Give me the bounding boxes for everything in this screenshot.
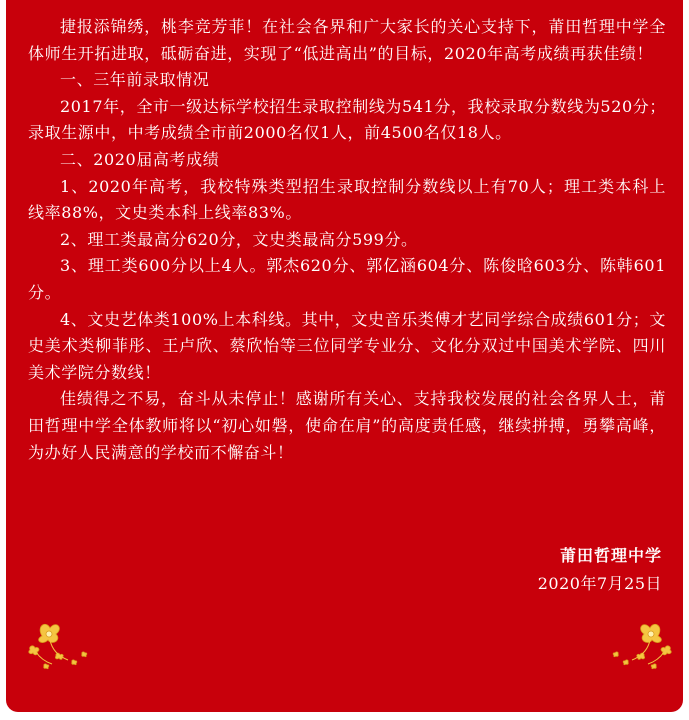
signature-date: 2020年7月25日 (537, 574, 662, 593)
admission-paragraph: 2017年，全市一级达标学校招生录取控制线为541分，我校录取分数线为520分；录取生源中，中考成绩全市前2000名仅1人，前4500名仅18人。 (28, 96, 666, 143)
school-name: 莆田哲理中学 (559, 546, 662, 565)
intro-paragraph: 捷报添锦绣，桃李竞芳菲！在社会各界和广大家长的关心支持下，莆田哲理中学全体师生开拓进取，砥砺奋进，实现了“低进高出”的目标，2020年高考成绩再获佳绩！ (28, 17, 666, 63)
signature-block (538, 542, 662, 598)
gold-flower-ornament-icon (598, 616, 678, 676)
result-item-1: 1、2020年高考，我校特殊类型招生录取控制分数线以上有70人；理工类本科上线率88%，文史类本科上线率83%。 (28, 176, 666, 223)
closing-paragraph: 佳绩得之不易，奋斗从未停止！感谢所有关心、支持我校发展的社会各界人士，莆田哲理中学全体教师将以“初心如磐，使命在肩”的高度责任感，继续拼搏，勇攀高峰，为办好人民满意的学校而不懈奋斗！ (28, 389, 666, 462)
section-heading-admission: 一、三年前录取情况 (60, 70, 210, 90)
result-item-2: 2、理工类最高分620分，文史类最高分599分。 (60, 229, 418, 249)
announcement-card (6, 0, 683, 712)
section-heading-results: 二、2020届高考成绩 (60, 149, 220, 169)
result-item-4: 4、文史艺体类100%上本科线。其中，文史音乐类傅才艺同学综合成绩601分；文史美术类柳菲彤、王卢欣、蔡欣怡等三位同学专业分、文化分双过中国美术学院、四川美术学院分数线！ (28, 309, 666, 382)
gold-flower-ornament-icon (22, 616, 102, 676)
announcement-body (28, 14, 666, 466)
result-item-3: 3、理工类600分以上4人。郭杰620分、郭亿涵604分、陈俊晗603分、陈韩601分。 (28, 256, 666, 302)
